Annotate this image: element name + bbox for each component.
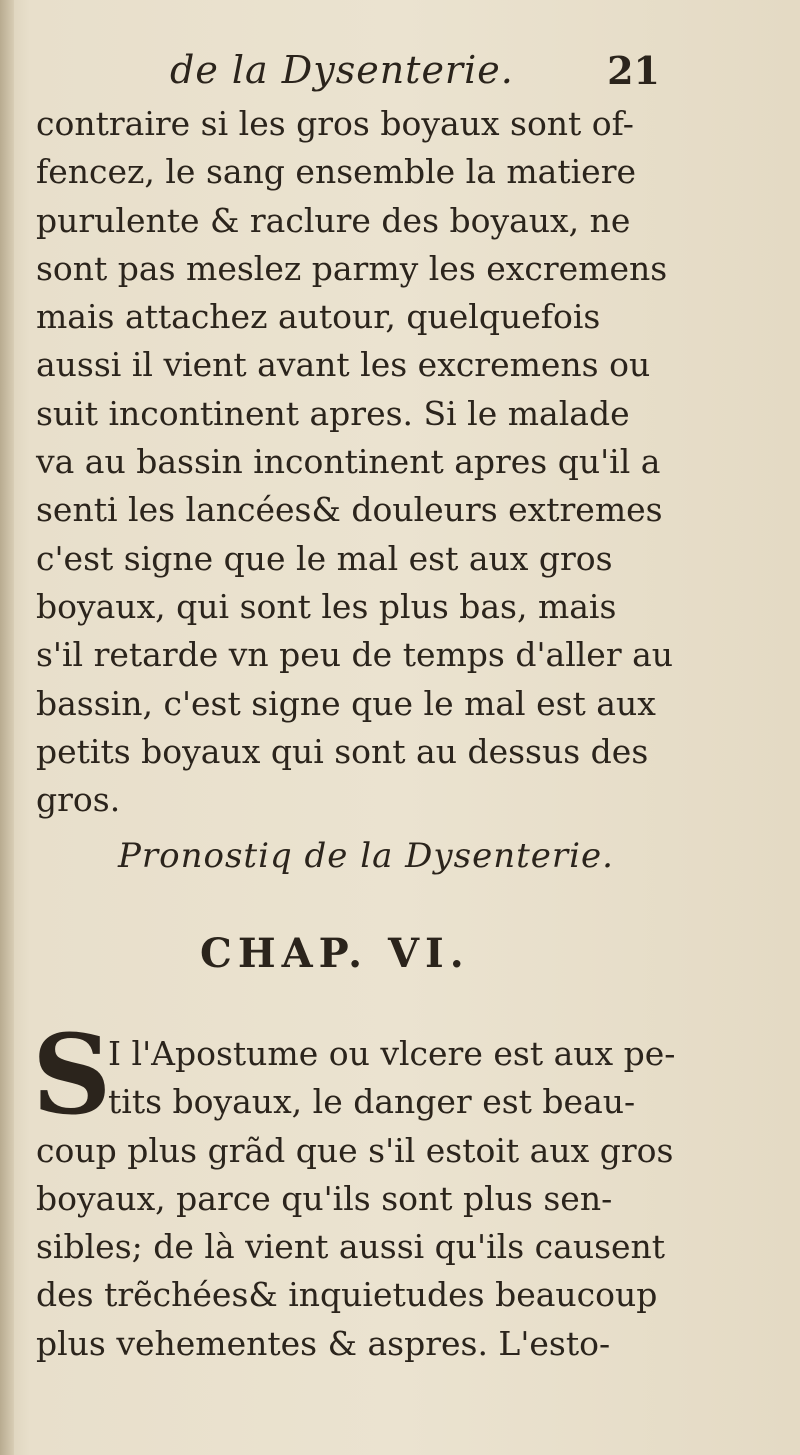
chapter-heading: [200, 930, 470, 977]
body-paragraph-1: [36, 100, 674, 824]
running-title: de la Dysenterie.: [170, 48, 514, 92]
text-line: plus vehementes & aspres. L'esto-: [36, 1323, 611, 1363]
text-line: va au bassin incontinent apres qu'il a: [36, 442, 661, 482]
drop-cap: S: [32, 1010, 112, 1139]
chapter-number: VI.: [387, 930, 470, 977]
body-paragraph-2: [36, 1030, 676, 1368]
text-line: bassin, c'est signe que le mal est aux: [36, 683, 656, 723]
text-line: senti les lancées& douleurs extremes: [36, 490, 663, 530]
text-line: fencez, le sang ensemble la matiere: [36, 152, 636, 192]
page-number: 21: [607, 48, 660, 93]
text-line: sont pas meslez parmy les excremens: [36, 248, 668, 288]
text-line: petits boyaux qui sont au dessus des: [36, 731, 649, 771]
text-line: purulente & raclure des boyaux, ne: [36, 200, 631, 240]
text-line: mais attachez autour, quelquefois: [36, 297, 601, 337]
text-line: tits boyaux, le danger est beau-: [108, 1082, 636, 1122]
text-line: s'il retarde vn peu de temps d'aller au: [36, 635, 674, 675]
text-line: coup plus grãd que s'il estoit aux gros: [36, 1130, 674, 1170]
chapter-label: CHAP.: [200, 930, 369, 977]
text-line: I l'Apostume ou vlcere est aux pe-: [108, 1034, 676, 1073]
text-line: sibles; de là vient aussi qu'ils causent: [36, 1227, 666, 1267]
text-line: c'est signe que le mal est aux gros: [36, 538, 613, 578]
text-line: aussi il vient avant les excremens ou: [36, 345, 651, 385]
page-header: [150, 48, 660, 98]
text-line: des trẽchées& inquietudes beaucoup: [36, 1275, 658, 1315]
text-line: boyaux, parce qu'ils sont plus sen-: [36, 1178, 613, 1218]
section-subtitle: Pronostiq de la Dysenterie.: [118, 836, 614, 876]
text-line: gros.: [36, 780, 121, 820]
text-line: suit incontinent apres. Si le malade: [36, 393, 630, 433]
text-line: boyaux, qui sont les plus bas, mais: [36, 586, 617, 626]
binding-gutter: [0, 0, 14, 1455]
text-line: contraire si les gros boyaux sont of-: [36, 104, 634, 143]
